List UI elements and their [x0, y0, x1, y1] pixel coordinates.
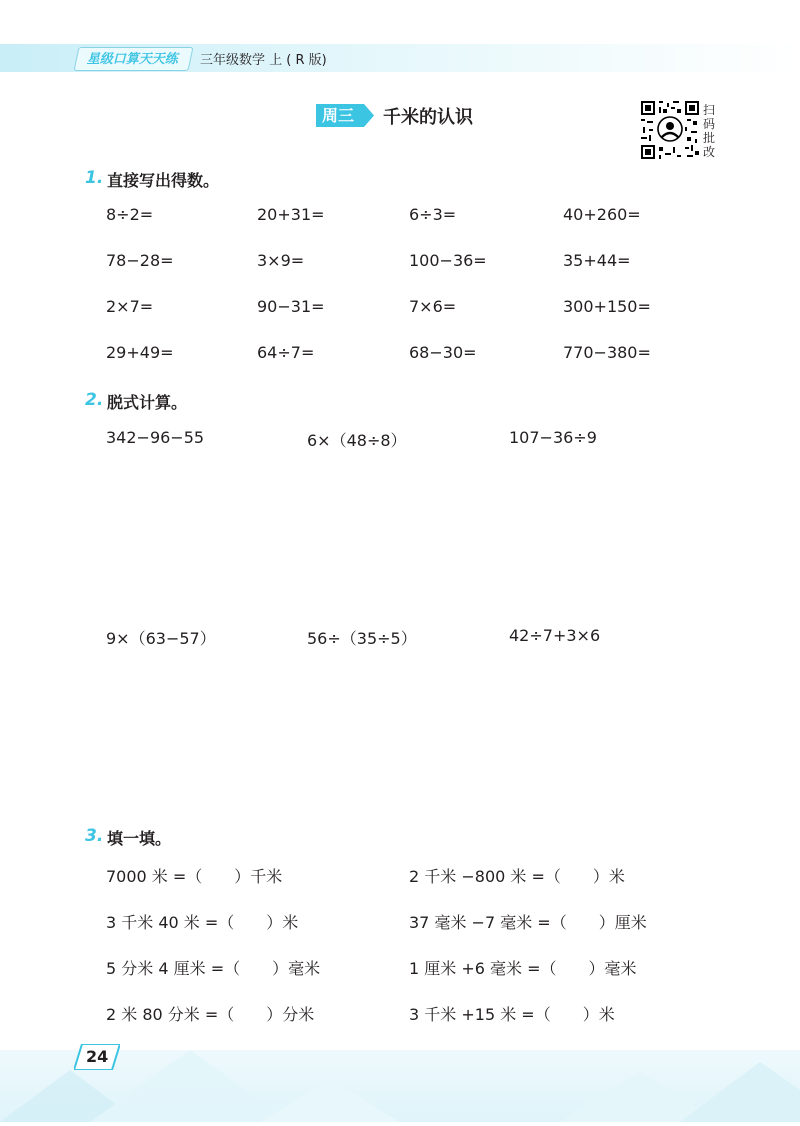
qr-code-icon[interactable] — [641, 101, 699, 159]
series-brand: 星级口算天天练 — [86, 52, 178, 67]
section-title: 脱式计算。 — [107, 393, 188, 412]
day-label: 周三 — [322, 106, 355, 125]
problem: 3×9= — [257, 251, 305, 270]
qr-label-char: 码 — [703, 117, 716, 131]
problem: 2×7= — [106, 297, 154, 316]
problem: 20+31= — [257, 205, 325, 224]
problem: 56÷（35÷5） — [307, 629, 417, 648]
fill-in-problem: 1 厘米 +6 毫米 =（ ）毫米 — [409, 959, 637, 978]
problem: 9×（63−57） — [106, 629, 216, 648]
fill-in-problem: 2 千米 −800 米 =（ ）米 — [409, 867, 625, 886]
section-title: 填一填。 — [107, 829, 172, 848]
footer-band — [0, 1050, 800, 1122]
qr-label-char: 批 — [703, 131, 716, 145]
problem: 90−31= — [257, 297, 325, 316]
problem: 107−36÷9 — [509, 428, 597, 447]
section-title: 直接写出得数。 — [107, 171, 220, 190]
fill-in-problem: 37 毫米 −7 毫米 =（ ）厘米 — [409, 913, 647, 932]
problem: 35+44= — [563, 251, 631, 270]
problem: 8÷2= — [106, 205, 154, 224]
problem: 42÷7+3×6 — [509, 626, 601, 645]
problem: 64÷7= — [257, 343, 315, 362]
day-badge — [316, 104, 376, 127]
series-brand-badge — [73, 47, 193, 71]
fill-in-problem: 3 千米 40 米 =（ ）米 — [106, 913, 299, 932]
problem: 6×（48÷8） — [307, 431, 407, 450]
problem: 68−30= — [409, 343, 477, 362]
problem: 6÷3= — [409, 205, 457, 224]
page-number: 24 — [86, 1047, 109, 1066]
problem: 100−36= — [409, 251, 487, 270]
problem: 770−380= — [563, 343, 651, 362]
fill-in-problem: 5 分米 4 厘米 =（ ）毫米 — [106, 959, 321, 978]
problem: 40+260= — [563, 205, 641, 224]
problem: 342−96−55 — [106, 428, 205, 447]
qr-label-char: 扫 — [703, 103, 716, 117]
problem: 7×6= — [409, 297, 457, 316]
fill-in-problem: 2 米 80 分米 =（ ）分米 — [106, 1005, 315, 1024]
fill-in-problem: 7000 米 =（ ）千米 — [106, 867, 283, 886]
book-info: 三年级数学 上 ( R 版) — [200, 53, 327, 68]
problem: 29+49= — [106, 343, 174, 362]
qr-label-char: 改 — [703, 145, 716, 159]
problem: 300+150= — [563, 297, 651, 316]
section-number: 3. — [85, 826, 104, 846]
section-number: 2. — [85, 390, 104, 410]
problem: 78−28= — [106, 251, 174, 270]
section-number: 1. — [85, 168, 104, 188]
lesson-title: 千米的认识 — [383, 107, 473, 128]
fill-in-problem: 3 千米 +15 米 =（ ）米 — [409, 1005, 615, 1024]
footer-decoration — [0, 1050, 800, 1122]
